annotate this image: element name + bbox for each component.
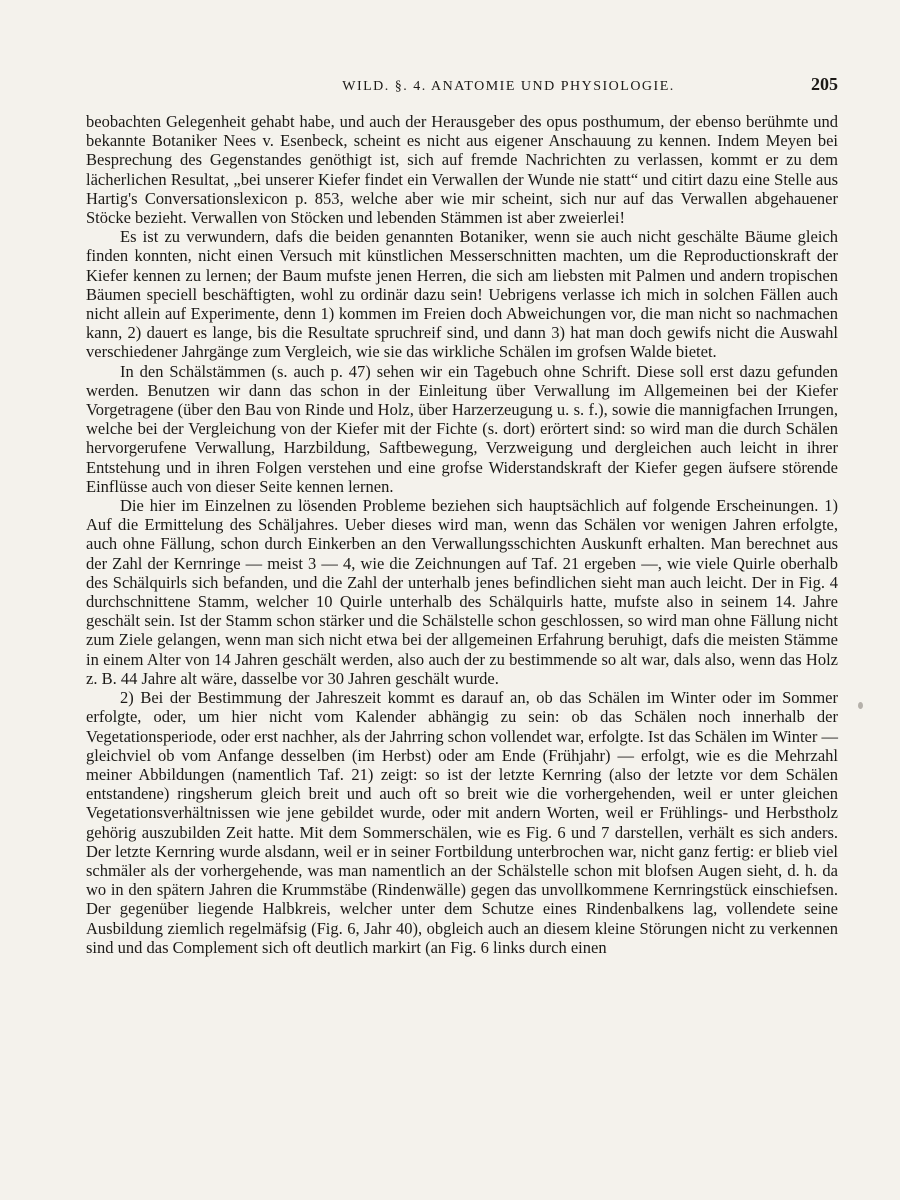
paragraph: In den Schälstämmen (s. auch p. 47) sehen wir ein Tagebuch ohne Schrift. Diese soll erst dazu gefunden werden. Benutzen wir dann das schon in der Einleitung über Verwallung im Allgemeinen bei der Kiefer Vorgetragene (über den Bau von Rinde und Holz, über Harzerzeugung u. s. f.), sowie die mannigfachen Irrungen, welche bei der Vergleichung von der Kiefer mit der Fichte (s. dort) erörtert sind: so wird man die durch Schälen hervorgerufene Verwallung, Harzbildung, Saftbewegung, Verzweigung und dergleichen auch leicht in ihrer Entstehung und in ihren Folgen verstehen und eine grofse Widerstandskraft der Kiefer gegen äufsere störende Einflüsse auch von dieser Seite kennen lernen. bbox=[86, 361, 838, 496]
paragraph: 2) Bei der Bestimmung der Jahreszeit kommt es darauf an, ob das Schälen im Winter oder im Sommer erfolgte, oder, um hier nicht vom Kalender abhängig zu sein: ob das Schälen noch innerhalb der Vegetationsperiode, oder erst nachher, als der Jahrring schon vollendet war, erfolgte. Ist das Schälen im Winter — gleichviel ob vom Anfange desselben (im Herbst) oder am Ende (Frühjahr) — erfolgt, wie es die Mehrzahl meiner Abbildungen (namentlich Taf. 21) zeigt: so ist der letzte Kernring (also der letzte vor dem Schälen entstandene) ringsherum gleich breit und auch oft so breit wie die vorhergehenden, weil er unter gleichen Vegetationsverhältnissen wie jene gebildet wurde, oder mit andern Worten, weil er Frühlings- und Herbstholz gehörig auszubilden Zeit hatte. Mit dem Sommerschälen, wie es Fig. 6 und 7 darstellen, verhält es sich anders. Der letzte Kernring wurde alsdann, weil er in seiner Fortbildung unterbrochen war, nicht ganz fertig: er blieb viel schmäler als der vorhergehende, was man namentlich an der Schälstelle schon mit blofsen Augen sieht, d. h. da wo in den spätern Jahren die Krummstäbe (Rindenwälle) gegen das unvollkommene Kernringstück einschiefsen. Der gegenüber liegende Halbkreis, welcher unter dem Schutze eines Rindenbalkens lag, vollendete seine Ausbildung ziemlich regelmäfsig (Fig. 6, Jahr 40), obgleich auch an diesem kleine Störungen nicht zu verkennen sind und das Complement sich oft deutlich markirt (an Fig. 6 links durch einen bbox=[86, 688, 838, 957]
paragraph: Die hier im Einzelnen zu lösenden Probleme beziehen sich hauptsächlich auf folgende Erscheinungen. 1) Auf die Ermittelung des Schäljahres. Ueber dieses wird man, wenn das Schälen vor wenigen Jahren erfolgte, auch ohne Fällung, schon durch Einkerben an den Verwallungsschichten Auskunft erhalten. Man berechnet aus der Zahl der Kernringe — meist 3 — 4, wie die Zeichnungen auf Taf. 21 ergeben —, wie viele Quirle oberhalb des Schälquirls sich befanden, und die Zahl der unterhalb jenes befindlichen sieht man auch leicht. Der in Fig. 4 durchschnittene Stamm, welcher 10 Quirle unterhalb des Schälquirls hatte, mufste also in seinem 14. Jahre geschält sein. Ist der Stamm schon stärker und die Schälstelle schon geschlossen, so wird man ohne Fällung nicht zum Ziele gelangen, wenn man sich nicht etwa bei der allgemeinen Erfahrung beruhigt, dafs die meisten Stämme in einem Alter von 14 Jahren geschält werden, also auch der zu bestimmende so alt war, dals also, wenn das Holz z. B. 44 Jahre alt wäre, dasselbe vor 30 Jahren geschält wurde. bbox=[86, 496, 838, 688]
paper-speck bbox=[858, 702, 863, 709]
paragraph: beobachten Gelegenheit gehabt habe, und auch der Herausgeber des opus posthumum, der ebenso berühmte und bekannte Botaniker Nees v. Esenbeck, scheint es nicht aus eigener Anschauung zu kennen. Indem Meyen bei Besprechung des Gegenstandes genöthigt ist, sich auf fremde Nachrichten zu verlassen, kommt er zu dem lächerlichen Resultat, „bei unserer Kiefer findet ein Verwallen der Wunde nie statt“ und citirt dazu eine Stelle aus Hartig's Conversationslexicon p. 853, welche aber wie mir scheint, sich nur auf das Verwallen abgehauener Stöcke bezieht. Verwallen von Stöcken und lebenden Stämmen ist aber zweierlei! bbox=[86, 112, 838, 228]
paragraph: Es ist zu verwundern, dafs die beiden genannten Botaniker, wenn sie auch nicht geschälte Bäume gleich finden konnten, nicht einen Versuch mit künstlichen Messerschnitten machten, um die Reproductionskraft der Kiefer kennen zu lernen; der Baum mufste jenen Herren, die sich am liebsten mit Palmen und andern tropischen Bäumen speciell beschäftigten, wohl zu ordinär dazu sein! Uebrigens verlasse ich mich in solchen Fällen auch nicht allein auf Experimente, denn 1) kommen im Freien doch Abweichungen vor, die man nicht so nachmachen kann, 2) dauert es lange, bis die Resultate spruchreif sind, und dann 3) hat man doch gewifs nicht die Auswahl verschiedener Jahrgänge zum Vergleich, wie sie das wirkliche Schälen im grofsen Walde bietet. bbox=[86, 227, 838, 362]
body-text bbox=[86, 112, 838, 957]
running-head bbox=[86, 74, 838, 104]
running-title: WILD. §. 4. ANATOMIE UND PHYSIOLOGIE. bbox=[342, 79, 675, 94]
page-number: 205 bbox=[811, 74, 838, 94]
